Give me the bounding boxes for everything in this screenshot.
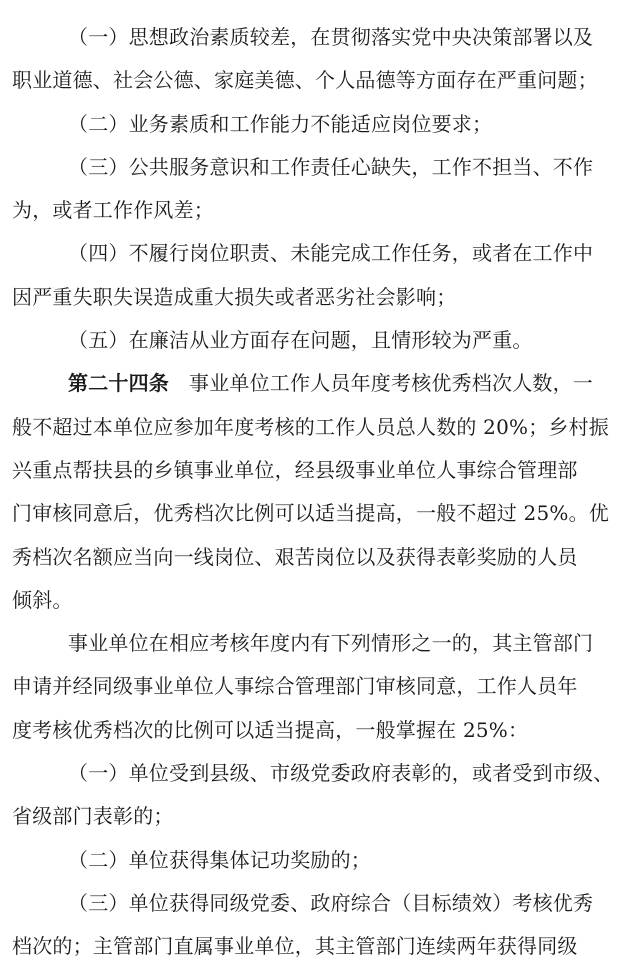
text-line: 秀档次名额应当向一线岗位、艰苦岗位以及获得表彰奖励的人员: [12, 544, 578, 569]
text-line: 申请并经同级事业单位人事综合管理部门审核同意，工作人员年: [12, 674, 578, 699]
text-line: （一）单位受到县级、市级党委政府表彰的，或者受到市级、: [68, 761, 614, 786]
text-line: 度考核优秀档次的比例可以适当提高，一般掌握在 25%：: [12, 717, 529, 742]
text-line: （五）在廉洁从业方面存在问题，且情形较为严重。: [68, 328, 533, 353]
text-line: 职业道德、社会公德、家庭美德、个人品德等方面存在严重问题；: [12, 68, 598, 93]
text-line: 门审核同意后，优秀档次比例可以适当提高，一般不超过 25%。优: [12, 501, 610, 526]
text-line: （二）单位获得集体记功奖励的；: [68, 847, 371, 872]
text-line: （二）业务素质和工作能力不能适应岗位要求；: [68, 111, 493, 136]
text-line: 档次的；主管部门直属事业单位，其主管部门连续两年获得同级: [12, 934, 578, 959]
text-line: （三）单位获得同级党委、政府综合（目标绩效）考核优秀: [68, 890, 594, 915]
text-line: （三）公共服务意识和工作责任心缺失，工作不担当、不作: [68, 154, 594, 179]
text-line: 兴重点帮扶县的乡镇事业单位，经县级事业单位人事综合管理部: [12, 457, 578, 482]
article-text: 事业单位工作人员年度考核优秀档次人数，一: [189, 371, 593, 396]
article-line: [12, 370, 631, 413]
text-line: （一）思想政治素质较差，在贯彻落实党中央决策部署以及: [68, 25, 594, 49]
text-line: 倾斜。: [12, 587, 73, 612]
text-line: （四）不履行岗位职责、未能完成工作任务，或者在工作中: [68, 241, 594, 266]
text-line: 省级部门表彰的；: [12, 804, 174, 829]
text-line: 般不超过本单位应参加年度考核的工作人员总人数的 20%；乡村振: [12, 414, 610, 439]
article-label: 第二十四条: [68, 371, 169, 396]
text-line: 因严重失职失误造成重大损失或者恶劣社会影响；: [12, 284, 457, 309]
text-line: 为，或者工作作风差；: [12, 198, 214, 223]
text-line: 事业单位在相应考核年度内有下列情形之一的，其主管部门: [68, 631, 594, 656]
